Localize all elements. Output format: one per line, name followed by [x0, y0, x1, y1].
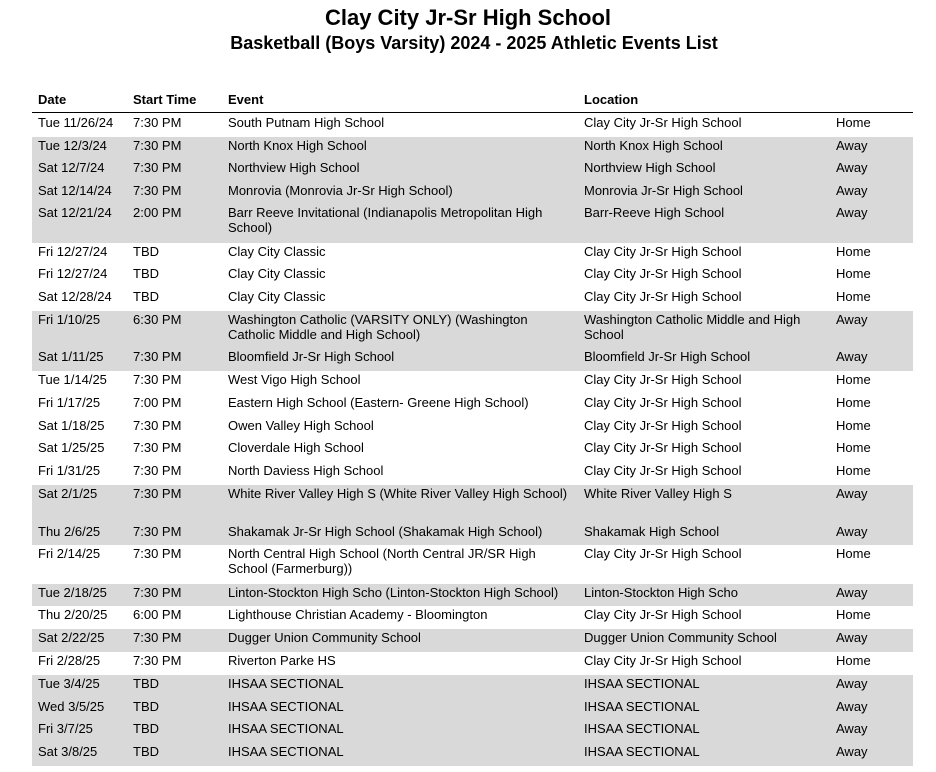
- row-location: IHSAA SECTIONAL: [584, 676, 700, 691]
- row-location: Monrovia Jr-Sr High School: [584, 183, 743, 198]
- row-event: IHSAA SECTIONAL: [228, 744, 344, 759]
- table-row: [32, 743, 913, 766]
- table-row: [32, 243, 913, 265]
- row-start-time: 7:30 PM: [133, 138, 182, 153]
- row-date: Fri 1/17/25: [38, 395, 101, 410]
- row-date: Tue 11/26/24: [38, 115, 114, 130]
- row-start-time: 6:00 PM: [133, 607, 182, 622]
- row-location: Bloomfield Jr-Sr High School: [584, 349, 751, 364]
- row-event: IHSAA SECTIONAL: [228, 676, 344, 691]
- row-date: Sat 1/18/25: [38, 418, 105, 433]
- row-start-time: 7:30 PM: [133, 372, 182, 387]
- row-date: Tue 12/3/24: [38, 138, 107, 153]
- row-home-away: Home: [836, 418, 871, 433]
- row-date: Sat 3/8/25: [38, 744, 98, 759]
- row-date: Sat 1/11/25: [38, 349, 104, 364]
- row-event: IHSAA SECTIONAL: [228, 721, 344, 736]
- row-event: Bloomfield Jr-Sr High School: [228, 349, 395, 364]
- row-event: White River Valley High S (White River Valley High School): [228, 486, 568, 501]
- row-home-away: Away: [836, 486, 868, 501]
- table-row: [32, 545, 913, 584]
- row-home-away: Home: [836, 440, 871, 455]
- row-location: Linton-Stockton High Scho: [584, 585, 738, 600]
- row-location: Clay City Jr-Sr High School: [584, 115, 742, 130]
- row-date: Fri 1/10/25: [38, 312, 101, 327]
- row-start-time: 7:30 PM: [133, 653, 182, 668]
- table-row: [32, 137, 913, 159]
- row-event: Clay City Classic: [228, 244, 326, 259]
- table-row: [32, 652, 913, 675]
- row-event: Barr Reeve Invitational (Indianapolis Metropolitan High School): [228, 205, 543, 235]
- row-home-away: Away: [836, 744, 868, 759]
- row-event: IHSAA SECTIONAL: [228, 699, 344, 714]
- table-row: [32, 462, 913, 485]
- row-location: Clay City Jr-Sr High School: [584, 653, 742, 668]
- row-home-away: Home: [836, 546, 871, 561]
- table-row: [32, 523, 913, 545]
- row-home-away: Away: [836, 699, 868, 714]
- table-row: [32, 348, 913, 371]
- row-date: Fri 1/31/25: [38, 463, 101, 478]
- row-event: Linton-Stockton High Scho (Linton-Stockton High School): [228, 585, 559, 600]
- row-event: Northview High School: [228, 160, 360, 175]
- row-start-time: 7:30 PM: [133, 160, 182, 175]
- row-location: Clay City Jr-Sr High School: [584, 289, 742, 304]
- table-row: [32, 182, 913, 204]
- row-date: Sat 12/28/24: [38, 289, 112, 304]
- row-home-away: Home: [836, 372, 871, 387]
- row-home-away: Away: [836, 205, 868, 220]
- row-start-time: TBD: [133, 244, 159, 259]
- row-home-away: Away: [836, 160, 868, 175]
- row-location: Clay City Jr-Sr High School: [584, 607, 742, 622]
- row-event: South Putnam High School: [228, 115, 385, 130]
- row-home-away: Away: [836, 349, 868, 364]
- row-start-time: 7:30 PM: [133, 440, 182, 455]
- row-location: Clay City Jr-Sr High School: [584, 372, 742, 387]
- row-home-away: Away: [836, 721, 868, 736]
- row-location: Clay City Jr-Sr High School: [584, 546, 742, 561]
- column-header-location: Location: [584, 92, 639, 107]
- row-start-time: 7:30 PM: [133, 585, 182, 600]
- row-location: IHSAA SECTIONAL: [584, 744, 700, 759]
- row-start-time: 2:00 PM: [133, 205, 182, 220]
- row-home-away: Home: [836, 607, 871, 622]
- row-start-time: 6:30 PM: [133, 312, 182, 327]
- row-start-time: 7:30 PM: [133, 349, 182, 364]
- table-row: [32, 698, 913, 720]
- row-event: North Knox High School: [228, 138, 367, 153]
- row-home-away: Home: [836, 395, 871, 410]
- table-header: [32, 90, 913, 113]
- table-row: [32, 394, 913, 417]
- table-row: [32, 485, 913, 523]
- row-start-time: TBD: [133, 266, 159, 281]
- row-home-away: Away: [836, 524, 868, 539]
- table-row: [32, 417, 913, 439]
- row-home-away: Away: [836, 676, 868, 691]
- table-row: [32, 629, 913, 652]
- row-home-away: Home: [836, 266, 871, 281]
- table-row: [32, 606, 913, 629]
- row-event: Monrovia (Monrovia Jr-Sr High School): [228, 183, 453, 198]
- row-location: Washington Catholic Middle and High School: [584, 312, 801, 342]
- row-start-time: 7:30 PM: [133, 183, 182, 198]
- row-event: Owen Valley High School: [228, 418, 374, 433]
- row-date: Tue 3/4/25: [38, 676, 100, 691]
- table-row: [32, 371, 913, 394]
- row-start-time: 7:30 PM: [133, 630, 182, 645]
- row-location: Dugger Union Community School: [584, 630, 777, 645]
- row-date: Sat 12/7/24: [38, 160, 105, 175]
- row-date: Fri 12/27/24: [38, 266, 108, 281]
- row-location: Northview High School: [584, 160, 716, 175]
- table-row: [32, 584, 913, 606]
- document-subtitle: Basketball (Boys Varsity) 2024 - 2025 Athletic Events List: [230, 33, 718, 53]
- table-row: [32, 439, 913, 462]
- table-row: [32, 114, 913, 137]
- row-date: Thu 2/20/25: [38, 607, 108, 622]
- row-date: Sat 12/21/24: [38, 205, 112, 220]
- row-event: Dugger Union Community School: [228, 630, 421, 645]
- row-start-time: TBD: [133, 721, 159, 736]
- row-date: Wed 3/5/25: [38, 699, 105, 714]
- table-row: [32, 204, 913, 243]
- row-start-time: 7:30 PM: [133, 546, 182, 561]
- row-location: Clay City Jr-Sr High School: [584, 463, 742, 478]
- row-start-time: 7:30 PM: [133, 115, 182, 130]
- row-location: IHSAA SECTIONAL: [584, 699, 700, 714]
- row-date: Fri 2/14/25: [38, 546, 101, 561]
- row-date: Fri 2/28/25: [38, 653, 101, 668]
- row-event: Clay City Classic: [228, 266, 326, 281]
- row-date: Sat 1/25/25: [38, 440, 105, 455]
- row-home-away: Away: [836, 138, 868, 153]
- row-location: Clay City Jr-Sr High School: [584, 395, 742, 410]
- row-home-away: Away: [836, 183, 868, 198]
- row-location: IHSAA SECTIONAL: [584, 721, 700, 736]
- row-date: Tue 1/14/25: [38, 372, 107, 387]
- row-start-time: TBD: [133, 676, 159, 691]
- row-home-away: Home: [836, 115, 871, 130]
- row-start-time: TBD: [133, 289, 159, 304]
- row-location: Barr-Reeve High School: [584, 205, 725, 220]
- column-header-start-time: Start Time: [133, 92, 197, 107]
- row-date: Thu 2/6/25: [38, 524, 101, 539]
- row-event: Clay City Classic: [228, 289, 326, 304]
- events-table: [32, 114, 913, 766]
- row-start-time: 7:30 PM: [133, 486, 182, 501]
- row-start-time: 7:30 PM: [133, 418, 182, 433]
- row-location: North Knox High School: [584, 138, 723, 153]
- row-home-away: Away: [836, 585, 868, 600]
- row-location: White River Valley High S: [584, 486, 732, 501]
- row-date: Tue 2/18/25: [38, 585, 107, 600]
- table-row: [32, 288, 913, 311]
- row-start-time: 7:30 PM: [133, 463, 182, 478]
- row-date: Fri 3/7/25: [38, 721, 93, 736]
- table-row: [32, 675, 913, 698]
- row-location: Clay City Jr-Sr High School: [584, 244, 742, 259]
- row-location: Clay City Jr-Sr High School: [584, 266, 742, 281]
- row-location: Shakamak High School: [584, 524, 720, 539]
- row-date: Sat 2/1/25: [38, 486, 98, 501]
- column-header-event: Event: [228, 92, 264, 107]
- row-event: North Central High School (North Central JR/SR High School (Farmerburg)): [228, 546, 536, 576]
- row-event: West Vigo High School: [228, 372, 361, 387]
- row-event: Eastern High School (Eastern- Greene High School): [228, 395, 529, 410]
- row-event: North Daviess High School: [228, 463, 384, 478]
- row-location: Clay City Jr-Sr High School: [584, 440, 742, 455]
- row-event: Shakamak Jr-Sr High School (Shakamak High School): [228, 524, 543, 539]
- table-row: [32, 720, 913, 743]
- row-start-time: TBD: [133, 744, 159, 759]
- row-event: Lighthouse Christian Academy - Bloomington: [228, 607, 488, 622]
- row-date: Fri 12/27/24: [38, 244, 108, 259]
- row-event: Washington Catholic (VARSITY ONLY) (Washington Catholic Middle and High School): [228, 312, 528, 342]
- row-home-away: Home: [836, 289, 871, 304]
- row-date: Sat 12/14/24: [38, 183, 112, 198]
- row-home-away: Away: [836, 630, 868, 645]
- document-title: Clay City Jr-Sr High School: [324, 5, 612, 30]
- row-home-away: Home: [836, 244, 871, 259]
- row-event: Cloverdale High School: [228, 440, 364, 455]
- row-start-time: TBD: [133, 699, 159, 714]
- table-row: [32, 159, 913, 182]
- row-home-away: Away: [836, 312, 868, 327]
- table-row: [32, 311, 913, 348]
- column-header-date: Date: [38, 92, 67, 107]
- row-start-time: 7:00 PM: [133, 395, 182, 410]
- table-row: [32, 265, 913, 288]
- row-event: Riverton Parke HS: [228, 653, 336, 668]
- row-date: Sat 2/22/25: [38, 630, 105, 645]
- row-location: Clay City Jr-Sr High School: [584, 418, 742, 433]
- row-start-time: 7:30 PM: [133, 524, 182, 539]
- row-home-away: Home: [836, 463, 871, 478]
- row-home-away: Home: [836, 653, 871, 668]
